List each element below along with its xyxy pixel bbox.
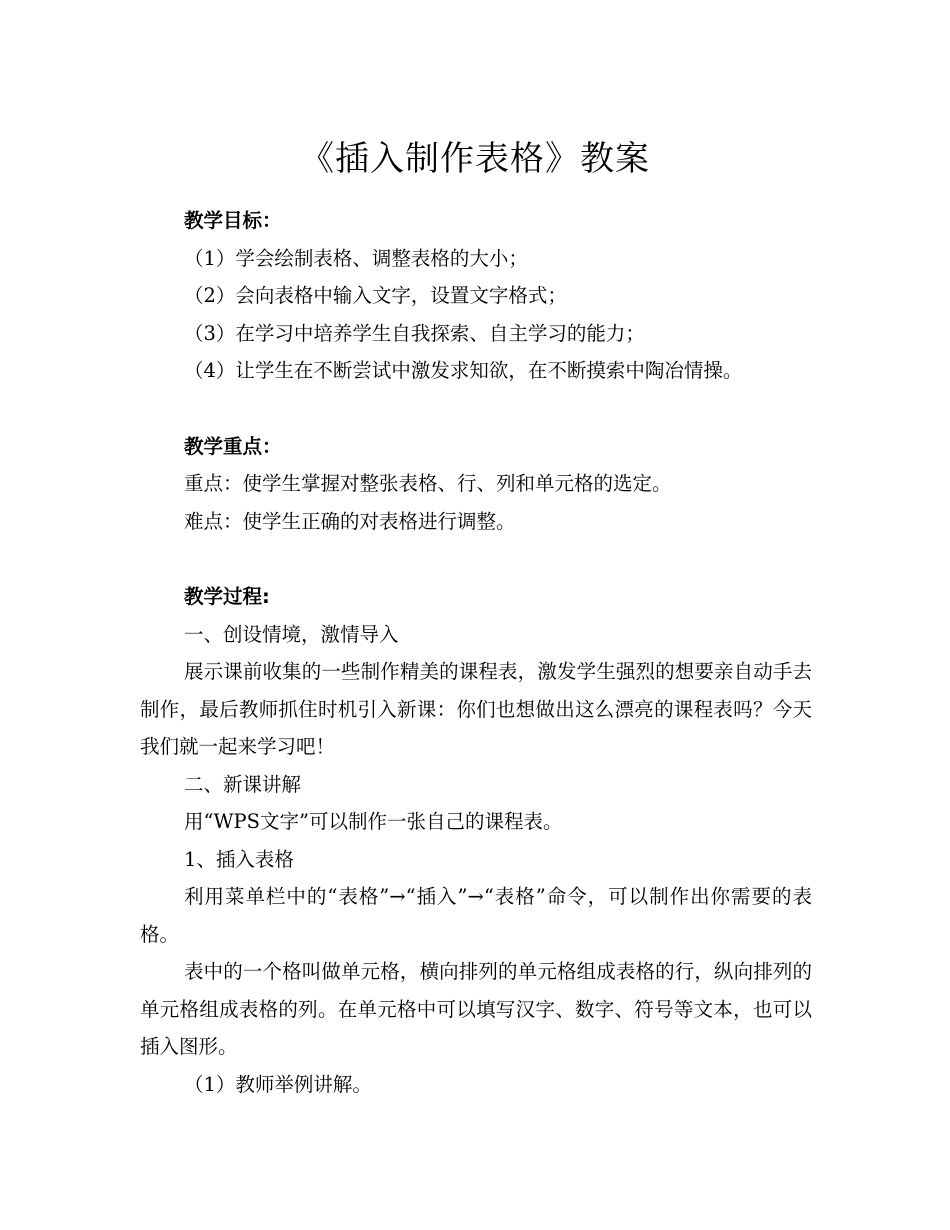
document-body [140, 202, 812, 1103]
keypoint-difficulty: 难点：使学生正确的对表格进行调整。 [184, 509, 516, 533]
objective-item: （1）学会绘制表格、调整表格的大小； [184, 246, 528, 270]
step1-sub-item: （1）教师举例讲解。 [184, 1072, 372, 1096]
step1-paragraph: 利用菜单栏中的“表格”→“插入”→“表格”命令，可以制作出你需要的表格。 [140, 885, 812, 946]
objective-item: （2）会向表格中输入文字，设置文字格式； [184, 284, 567, 307]
keypoint-focus: 重点：使学生掌握对整张表格、行、列和单元格的选定。 [184, 472, 672, 495]
keypoints-heading: 教学重点： [184, 434, 282, 458]
section2-title: 二、新课讲解 [184, 772, 302, 796]
objective-item: （4）让学生在不断尝试中激发求知欲，在不断摸索中陶冶情操。 [184, 359, 743, 382]
paragraph-gap [140, 540, 812, 578]
objective-item: （3）在学习中培养学生自我探索、自主学习的能力； [184, 321, 645, 345]
objectives-heading: 教学目标： [184, 209, 282, 232]
section2-intro: 用“WPS文字”可以制作一张自己的课程表。 [184, 810, 563, 833]
document-title: 《插入制作表格》教案 [300, 139, 650, 179]
process-heading: 教学过程: [184, 585, 270, 608]
section1-paragraph: 展示课前收集的一些制作精美的课程表，激发学生强烈的想要亲自动手去制作，最后教师抓住时机引入新课：你们也想做出这么漂亮的课程表吗？今天我们就一起来学习吧！ [140, 660, 812, 758]
step1-title: 1、插入表格 [184, 847, 294, 871]
step1-paragraph-2: 表中的一个格叫做单元格，横向排列的单元格组成表格的行，纵向排列的单元格组成表格的列。在单元格中可以填写汉字、数字、符号等文本，也可以插入图形。 [140, 960, 812, 1058]
section1-title: 一、创设情境，激情导入 [184, 622, 399, 646]
paragraph-gap [140, 390, 812, 428]
